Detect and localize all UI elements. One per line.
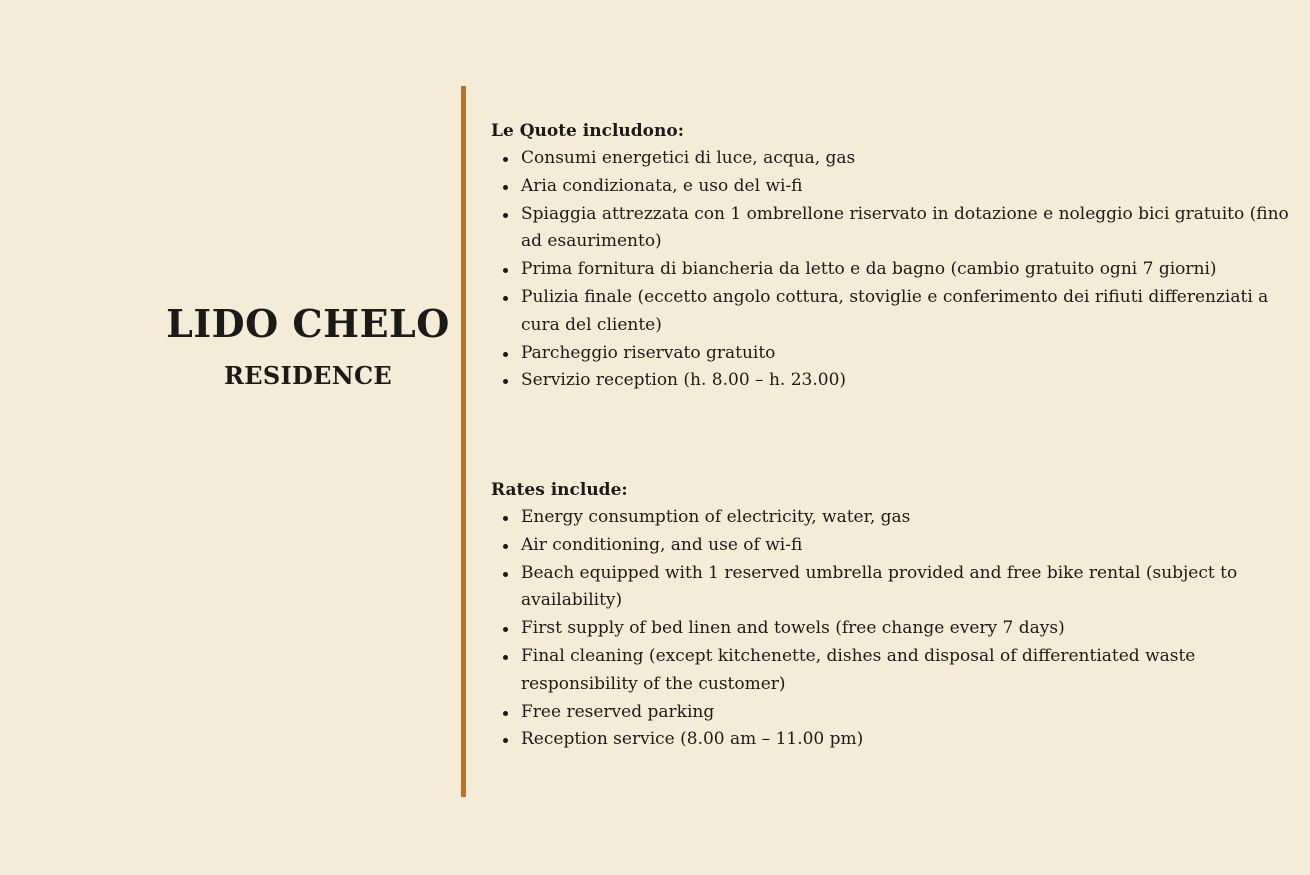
brand-block bbox=[160, 296, 456, 392]
english-rates-heading: Rates include: bbox=[491, 480, 628, 500]
italian-rate-item: Parcheggio riservato gratuito bbox=[491, 340, 1303, 368]
english-rate-item: Air conditioning, and use of wi-fi bbox=[491, 532, 1303, 560]
italian-rate-item: Spiaggia attrezzata con 1 ombrellone riservato in dotazione e noleggio bici gratuito (fino ad esaurimento) bbox=[491, 201, 1303, 257]
italian-rate-item: Consumi energetici di luce, acqua, gas bbox=[491, 145, 1303, 173]
english-rate-item: Free reserved parking bbox=[491, 699, 1303, 727]
english-rate-item: Reception service (8.00 am – 11.00 pm) bbox=[491, 726, 1303, 754]
italian-rate-item: Pulizia finale (eccetto angolo cottura, stoviglie e conferimento dei rifiuti differenziati a cura del cliente) bbox=[491, 284, 1303, 340]
italian-rates-list bbox=[491, 145, 1303, 395]
italian-rates-heading: Le Quote includono: bbox=[491, 121, 684, 141]
english-rate-item: First supply of bed linen and towels (free change every 7 days) bbox=[491, 615, 1303, 643]
italian-rate-item: Aria condizionata, e uso del wi-fi bbox=[491, 173, 1303, 201]
english-rate-item: Beach equipped with 1 reserved umbrella provided and free bike rental (subject to availability) bbox=[491, 560, 1303, 616]
english-rates-list bbox=[491, 504, 1303, 754]
italian-rates-section bbox=[491, 117, 1303, 395]
italian-rate-item: Servizio reception (h. 8.00 – h. 23.00) bbox=[491, 367, 1303, 395]
vertical-divider bbox=[461, 86, 466, 797]
english-rate-item: Final cleaning (except kitchenette, dishes and disposal of differentiated waste responsibility of the customer) bbox=[491, 643, 1303, 699]
brand-title: LIDO CHELO bbox=[166, 301, 450, 346]
brand-subtitle: RESIDENCE bbox=[224, 361, 392, 390]
english-rate-item: Energy consumption of electricity, water, gas bbox=[491, 504, 1303, 532]
english-rates-section bbox=[491, 476, 1303, 754]
italian-rate-item: Prima fornitura di biancheria da letto e da bagno (cambio gratuito ogni 7 giorni) bbox=[491, 256, 1303, 284]
